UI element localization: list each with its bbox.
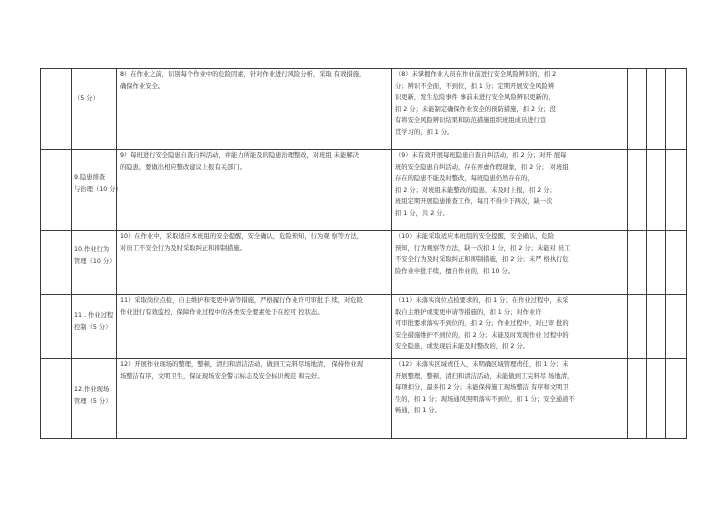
item-number-cell bbox=[41, 150, 72, 231]
remark-cell bbox=[666, 150, 687, 231]
score-cell bbox=[628, 359, 647, 439]
category-line: 与治理（10 分） bbox=[74, 185, 122, 193]
item-number-cell bbox=[41, 69, 72, 150]
requirement-line: 11）采取岗位点检，自主维护和变更申请等措施，严格履行作业许可审批手 续，对危险 bbox=[120, 297, 363, 304]
criteria-line: 安全隐患，或发现后未能及时整改的，扣 2 分。 bbox=[395, 343, 529, 351]
requirement-line: 8）在作业之前，识别每个作业中的危险因素，针对作业进行风险分析，采取 有效措施， bbox=[120, 71, 366, 78]
deduction-cell bbox=[647, 150, 666, 231]
assessment-table-body bbox=[41, 69, 687, 439]
table-row bbox=[41, 69, 687, 150]
criteria-line: 畅通，扣 1 分。 bbox=[395, 407, 441, 415]
category-label bbox=[72, 150, 122, 195]
criteria-line: （12）未落实区域责任人，未明确区域管理责任，扣 1 分；未 bbox=[395, 361, 569, 368]
criteria-line: 识更新，发生危险事件 事前未进行安全风险辨识更新的， bbox=[395, 94, 555, 102]
criteria-cell bbox=[392, 231, 628, 295]
criteria-line: 险作业申批手续，擅自作业的，扣 10 分。 bbox=[395, 267, 515, 275]
requirement-cell bbox=[117, 359, 392, 439]
table-row bbox=[41, 231, 687, 295]
criteria-line: 生的，扣 1 分；现场通风照明落实不到位，扣 1 分；安全通道不 bbox=[395, 395, 575, 403]
criteria-line: 扣 2 分；对班组未能整改的隐患，未及时上报，扣 2 分； bbox=[395, 186, 556, 194]
requirement-line: 确保作业安全。 bbox=[120, 82, 165, 90]
category-line: 控制（5 分） bbox=[74, 323, 112, 331]
requirement-cell bbox=[117, 295, 392, 359]
criteria-line: 预知，行为观察等方法，缺一次扣 1 分，扣 2 分；未能对 员工 bbox=[395, 244, 571, 252]
score-cell bbox=[628, 69, 647, 150]
criteria-line: 班的安全隐患自纠活动，存在弄虚作假现象，扣 2 分； 对班组 bbox=[395, 163, 569, 171]
criteria-line: 有将安全风险辨识结果和防范措施组织班组成员进行宣 bbox=[395, 117, 547, 125]
requirement-line: 的隐患，要做出相应整改建议上报有关部门。 bbox=[120, 163, 246, 171]
remark-cell bbox=[666, 231, 687, 295]
requirement-line: 10）在作业中，采取适应本班组的安全提醒，安全确认，危险预知，行为观 察等方法， bbox=[120, 233, 363, 240]
score-cell bbox=[628, 150, 647, 231]
criteria-cell bbox=[392, 295, 628, 359]
criteria-line: 存在的隐患不能及时整改，每班隐患仍然存在的， bbox=[395, 175, 534, 183]
category-line: 11 . 作业过程 bbox=[74, 312, 114, 319]
criteria-line: 开展整理，整顿，清扫和清洁活动，未能做到工完料尽 场地清， bbox=[395, 372, 574, 380]
requirement-line: 对员工不安全行为及时采取纠正和抑制措施。 bbox=[120, 244, 246, 252]
remark-cell bbox=[666, 295, 687, 359]
criteria-line: （10）未能采取适应本班组的安全提醒，安全确认，危险 bbox=[395, 233, 555, 240]
deduction-cell bbox=[647, 69, 666, 150]
deduction-cell bbox=[647, 295, 666, 359]
criteria-cell bbox=[392, 359, 628, 439]
requirement-line: 12）开展作业现场的整理，整顿，清扫和清洁活动，做到工完料尽场地清， 保持作业现 bbox=[120, 361, 363, 368]
criteria-cell bbox=[392, 69, 628, 150]
category-line: （5 分） bbox=[74, 95, 99, 102]
item-number-cell bbox=[41, 359, 72, 439]
score-cell bbox=[628, 295, 647, 359]
category-cell bbox=[72, 359, 117, 439]
requirement-cell bbox=[117, 231, 392, 295]
deduction-cell bbox=[647, 359, 666, 439]
category-cell bbox=[72, 150, 122, 231]
criteria-line: 安全措施维护不到位的，扣 2 分；未能及时发现作业 过程中的 bbox=[395, 331, 569, 339]
category-line: 9.隐患排查 bbox=[74, 174, 106, 181]
category-label bbox=[72, 69, 116, 105]
item-number-cell bbox=[41, 295, 72, 359]
requirement-line: 9）每班进行安全隐患自查自纠活动，并能力所能及的隐患治理整改，对班组 未能解决 bbox=[120, 152, 359, 159]
score-cell bbox=[628, 231, 647, 295]
criteria-line: 可审批要求落实不到位的，扣 2 分；作业过程中，对已审 批的 bbox=[395, 320, 569, 328]
criteria-line: 班组定期开展隐患排查工作，每月不得少于两次，缺一次 bbox=[395, 198, 553, 206]
criteria-line: （9）未有效开展每班隐患自查自纠活动，扣 2 分；对开 展每 bbox=[395, 152, 567, 159]
category-label bbox=[72, 359, 116, 407]
requirement-cell bbox=[117, 69, 392, 150]
category-cell bbox=[72, 295, 117, 359]
criteria-line: 取自主维护或变更申请等措施的，扣 1 分；对作业许 bbox=[395, 308, 542, 316]
requirement-line: 场整洁有序，文明卫生，保证现场安全警示标志及安全标识规范 和完好。 bbox=[120, 372, 324, 380]
criteria-line: 不安全行为及时采取纠正和抑制措施，扣 2 分；未严 格执行危 bbox=[395, 256, 569, 264]
deduction-cell bbox=[647, 231, 666, 295]
category-line: 管理（10 分） bbox=[74, 257, 116, 265]
criteria-line: 贯学习的，扣 1 分。 bbox=[395, 128, 454, 136]
category-line: 10.作业行为 bbox=[74, 246, 110, 253]
category-line: 管理（5 分） bbox=[74, 397, 112, 405]
table-row bbox=[41, 295, 687, 359]
criteria-line: 扣 2 分；未能制定确保作业安全的预防措施，扣 2 分；没 bbox=[395, 105, 556, 113]
item-number-cell bbox=[41, 231, 72, 295]
criteria-line: 扣 1 分，共 2 分。 bbox=[395, 209, 449, 217]
category-cell bbox=[72, 69, 117, 150]
remark-cell bbox=[666, 359, 687, 439]
table-row bbox=[41, 359, 687, 439]
criteria-line: 分；辨识不全面，不到位，扣 1 分；定期开展安全风险辨 bbox=[395, 82, 555, 90]
criteria-cell bbox=[392, 150, 628, 231]
criteria-line: 每项扣分，最多扣 2 分；未能保持施工现场整洁 有序和文明卫 bbox=[395, 384, 569, 392]
requirement-line: 作业进行有效监控，保障作业过程中的各类安全要素处于在控可 控状态。 bbox=[120, 308, 324, 316]
category-line: 12.作业现场 bbox=[74, 386, 110, 393]
category-label bbox=[72, 231, 116, 267]
remark-cell bbox=[666, 69, 687, 150]
requirement-cell bbox=[117, 150, 392, 231]
assessment-table bbox=[40, 68, 687, 439]
criteria-line: （8）未掌握作业人员在作业前进行安全风险辨识的，扣 2 bbox=[395, 71, 557, 78]
table-row bbox=[41, 150, 687, 231]
category-label bbox=[72, 295, 116, 333]
category-cell bbox=[72, 231, 117, 295]
criteria-line: （11）未落实岗位点检要求的，扣 1 分；在作业过程中，未采 bbox=[395, 297, 569, 304]
